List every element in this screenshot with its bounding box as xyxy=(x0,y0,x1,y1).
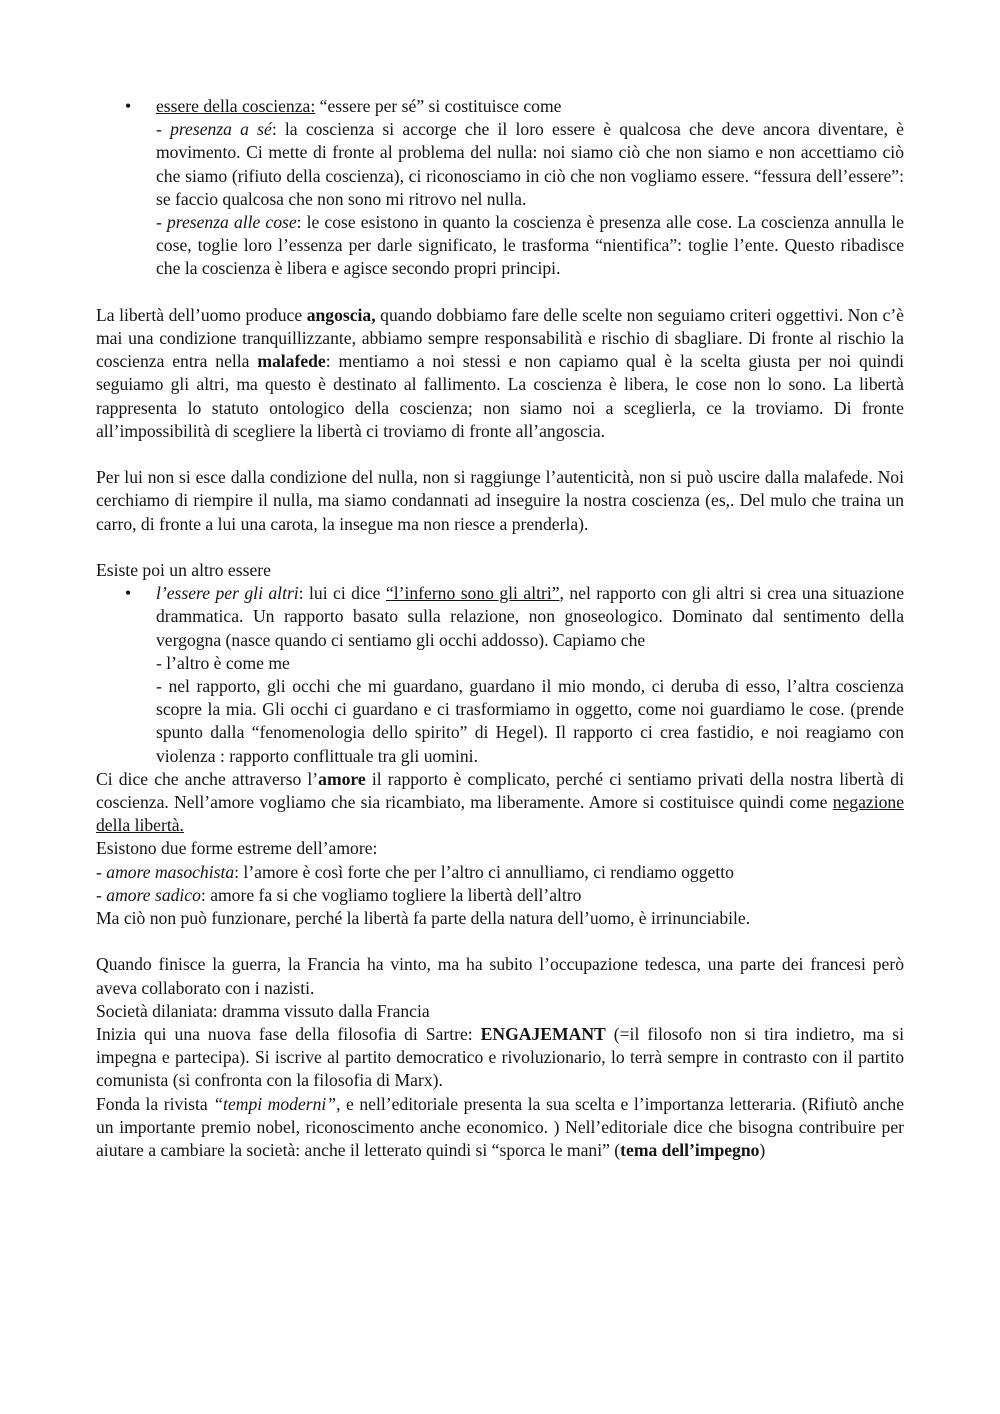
term-presenza-alle-cose: presenza alle cose xyxy=(166,212,297,233)
text: La libertà dell’uomo produce xyxy=(96,304,307,325)
term-engagemant: ENGAJEMANT xyxy=(480,1024,606,1045)
dash: - xyxy=(156,212,167,233)
bullet-marker: • xyxy=(125,583,132,604)
text: , e nell’editoriale presenta la sua scelta e l’importanza letteraria. (Rifiutò anche un importante premio nobel, riconoscimento anche economico. ) Nell’editoriale dice che bisogna contribuire per aiutare a cambiare la società: anche il letterato quindi si “sporca le mani” ( xyxy=(96,1093,905,1161)
term-malafede: malafede xyxy=(257,351,326,372)
heading-rest: “essere per sé” si costituisce come xyxy=(315,96,562,116)
text: Fonda la rivista xyxy=(96,1093,214,1114)
amore-masochista-line xyxy=(96,861,904,884)
presenza-a-se-text: : la coscienza si accorge che il loro essere è qualcosa che deve ancora diventare, è movimento. Ci mette di fronte al problema del nulla: noi siamo ciò che non siamo e non accettiamo ciò che siamo (rifiuto della coscienza), ci riconosciamo in ciò che non vogliamo essere. “fessura dell’essere”: se faccio qualcosa che non sono mi ritrovo nel nulla. xyxy=(156,119,904,209)
term-amore-masochista: amore masochista xyxy=(106,861,235,882)
quote-inferno: “l’inferno sono gli altri” xyxy=(385,583,560,604)
term-presenza-a-se: presenza a sé xyxy=(170,119,272,140)
text: (=il filosofo non si tira indietro, ma si impegna e partecipa). Si iscrive al partito democratico e rivoluzionario, lo terrà sempre in contrasto con il partito comunista (si confronta con la filosofia di Marx). xyxy=(96,1024,904,1091)
paragraph-rivista xyxy=(96,1093,904,1163)
term-amore-sadico: amore sadico xyxy=(106,884,201,905)
paragraph-amore xyxy=(96,768,904,838)
intro-altro-essere: Esiste poi un altro essere xyxy=(96,560,271,581)
term-amore: amore xyxy=(318,768,366,789)
term-tema-impegno: tema dell’impegno xyxy=(620,1140,760,1161)
conclusione-line: Ma ciò non può funzionare, perché la libertà fa parte della natura dell’uomo, è irrinunciabile. xyxy=(96,908,751,929)
amore-sadico-line xyxy=(96,884,904,907)
heading-underlined: essere della coscienza: xyxy=(156,96,316,116)
presenza-alle-cose-text: : le cose esistono in quanto la coscienza è presenza alle cose. La coscienza annulla le cose, toglie loro l’essenza per darle significato, le trasforma “nientifica”: toglie l’ente. Questo ribadisce che la coscienza è libera e agisce secondo propri principi. xyxy=(156,212,904,279)
text: Inizia qui una nuova fase della filosofia di Sartre: xyxy=(96,1024,481,1045)
text: ) xyxy=(759,1140,766,1161)
text: : mentiamo a noi stessi e non capiamo qual è la scelta giusta per noi quindi seguiamo gli altri, ma questo è destinato al fallimento. La coscienza è libera, le cose non lo sono. La libertà rappresenta lo statuto ontologico della coscienza; non siamo noi a sceglierla, ce la troviamo. Di fronte all’impossibilità di scegliere la libertà ci troviamo di fronte all’angoscia. xyxy=(96,351,905,441)
text: quando dobbiamo fare delle scelte non seguiamo criteri oggettivi. Non c’è mai una condizione tranquillizzante, abbiamo sempre responsabilità e rischio di sbagliare. Di fronte al rischio la coscienza entra nella xyxy=(96,304,904,372)
essere-per-gli-altri-paragraph xyxy=(156,582,904,652)
altro-come-me-line: - l’altro è come me xyxy=(156,652,290,673)
term-angoscia: angoscia, xyxy=(306,304,376,325)
presenza-a-se-paragraph xyxy=(156,118,904,211)
bullet-essere-coscienza xyxy=(96,95,904,281)
paragraph-guerra: Quando finisce la guerra, la Francia ha vinto, ma ha subito l’occupazione tedesca, una parte dei francesi però aveva collaborato con i nazisti. xyxy=(96,954,904,998)
document-page xyxy=(96,95,904,1162)
paragraph-engagement xyxy=(96,1023,904,1093)
text: : l’amore è così forte che per l’altro ci annulliamo, ci rendiamo oggetto xyxy=(234,861,734,882)
dash: - xyxy=(96,861,107,882)
presenza-alle-cose-paragraph xyxy=(156,211,904,281)
dash: - xyxy=(96,884,107,905)
text: , nel rapporto con gli altri si crea una situazione drammatica. Un rapporto basato sulla relazione, non gnoseologico. Dominato dal sentimento della vergogna (nasce quando ci sentiamo gli occhi addosso). Capiamo che xyxy=(156,583,904,650)
text: : amore fa si che vogliamo togliere la libertà dell’altro xyxy=(200,884,582,905)
title-tempi-moderni: “tempi moderni” xyxy=(213,1093,337,1114)
occhi-paragraph: - nel rapporto, gli occhi che mi guardano, guardano il mio mondo, ci deruba di esso, l’altra coscienza scopre la mia. Gli occhi ci guardano e ci trasformiamo in oggetto, come noi guardiamo le cose. (prende spunto dalla “fenomenologia dello spirito” di Hegel). Il rapporto ci crea fastidio, e noi reagiamo con violenza : rapporto conflittuale tra gli uomini. xyxy=(156,676,904,766)
negazione-liberta: negazione della libertà. xyxy=(96,792,904,836)
bullet-heading xyxy=(156,95,904,118)
paragraph-nulla: Per lui non si esce dalla condizione del nulla, non si raggiunge l’autenticità, non si può uscire dalla malafede. Noi cerchiamo di riempire il nulla, ma siamo condannati ad inseguire la nostra coscienza (es,. Del mulo che traina un carro, di fronte a lui una carota, la insegue ma non riesce a prenderla). xyxy=(96,467,904,534)
bullet-essere-per-gli-altri xyxy=(96,582,904,768)
term-essere-per-gli-altri: l’essere per gli altri xyxy=(156,583,299,604)
forme-amore-intro: Esistono due forme estreme dell’amore: xyxy=(96,838,378,859)
dash: - xyxy=(156,119,171,140)
text: Ci dice che anche attraverso l’ xyxy=(96,768,319,789)
paragraph-angoscia xyxy=(96,304,904,443)
societa-line: Società dilaniata: dramma vissuto dalla Francia xyxy=(96,1000,430,1021)
bullet-marker: • xyxy=(125,96,132,116)
text: : lui ci dice xyxy=(298,583,386,604)
text: il rapporto è complicato, perché ci sentiamo privati della nostra libertà di coscienza. Nell’amore vogliamo che sia ricambiato, ma liberamente. Amore si costituisce quindi come xyxy=(96,768,904,813)
